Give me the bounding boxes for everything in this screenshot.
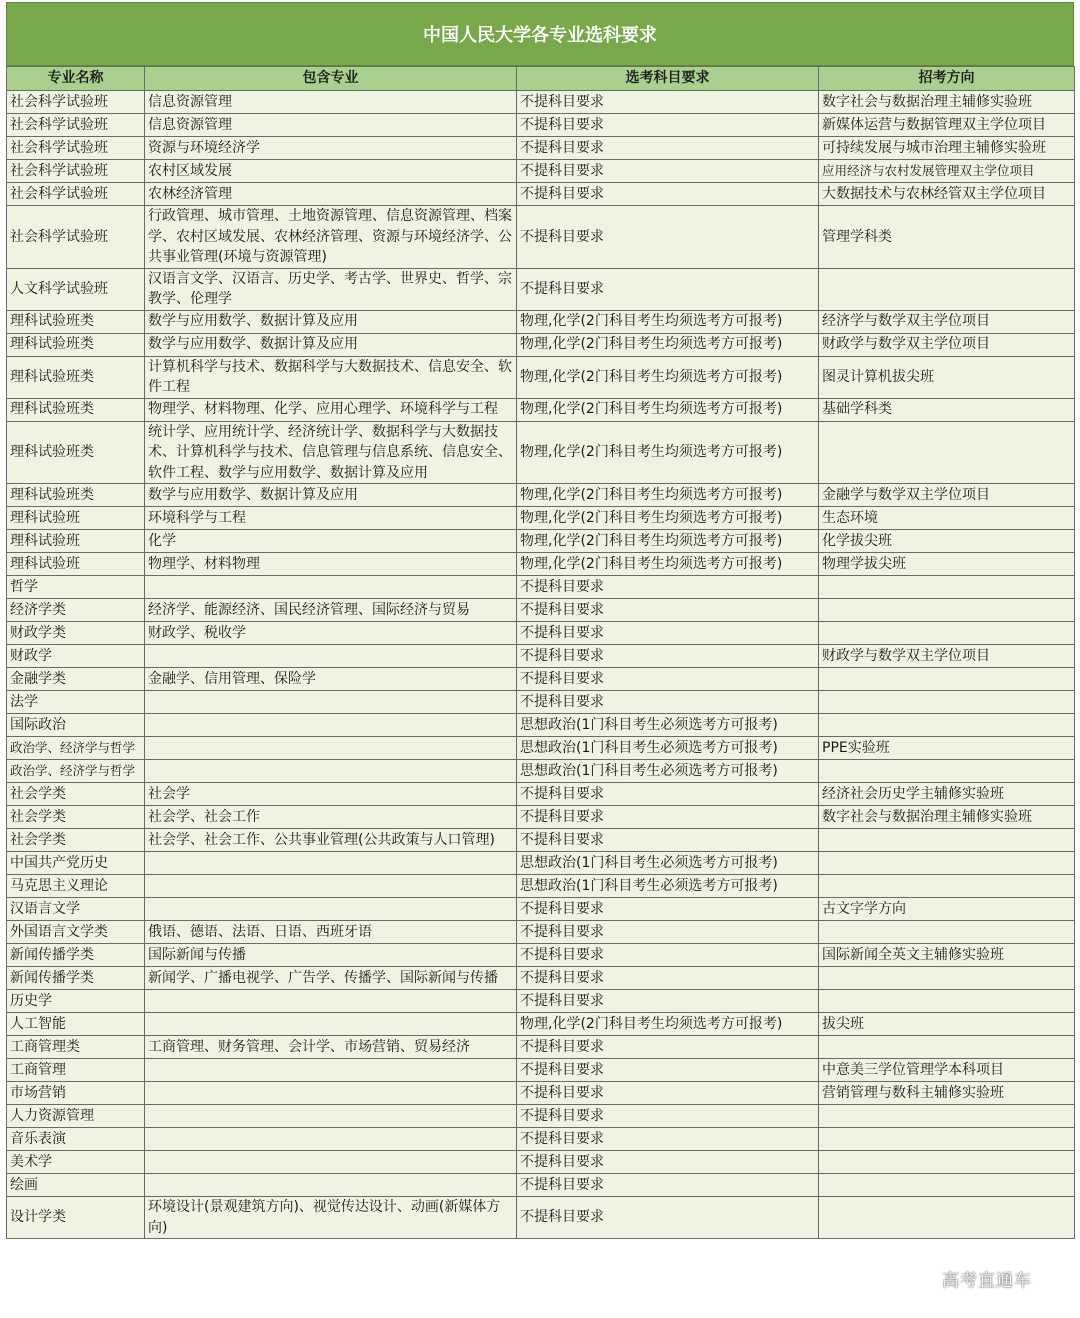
table-row: [7, 691, 1075, 714]
cell-major-name: 中国共产党历史: [7, 852, 145, 875]
cell-major-name: 经济学类: [7, 599, 145, 622]
header-row: [7, 67, 1075, 91]
cell-major-name: 人文科学试验班: [7, 268, 145, 310]
cell-major-name: 财政学: [7, 645, 145, 668]
cell-subject-requirement: 不提科目要求: [517, 268, 819, 310]
cell-admission-direction: 基础学科类: [819, 398, 1075, 421]
requirements-table: [6, 66, 1075, 1239]
cell-subject-requirement: 物理,化学(2门科目考生均须选考方可报考): [517, 356, 819, 398]
cell-subject-requirement: 不提科目要求: [517, 599, 819, 622]
cell-included-majors: [145, 990, 517, 1013]
cell-subject-requirement: 不提科目要求: [517, 1128, 819, 1151]
cell-admission-direction: 生态环境: [819, 507, 1075, 530]
cell-subject-requirement: 物理,化学(2门科目考生均须选考方可报考): [517, 398, 819, 421]
cell-included-majors: 农村区域发展: [145, 160, 517, 183]
table-row: [7, 160, 1075, 183]
cell-subject-requirement: 不提科目要求: [517, 1174, 819, 1197]
table-body: [7, 91, 1075, 1239]
cell-included-majors: 资源与环境经济学: [145, 137, 517, 160]
cell-admission-direction: 营销管理与数科主辅修实验班: [819, 1082, 1075, 1105]
cell-included-majors: [145, 714, 517, 737]
cell-included-majors: [145, 1151, 517, 1174]
table-row: [7, 760, 1075, 783]
table-row: [7, 484, 1075, 507]
cell-major-name: 社会学类: [7, 783, 145, 806]
header-major-name: 专业名称: [7, 67, 145, 91]
table-row: [7, 921, 1075, 944]
cell-included-majors: 财政学、税收学: [145, 622, 517, 645]
cell-subject-requirement: 思想政治(1门科目考生必须选考方可报考): [517, 760, 819, 783]
table-row: [7, 1036, 1075, 1059]
table-row: [7, 114, 1075, 137]
table-row: [7, 530, 1075, 553]
cell-admission-direction: 数字社会与数据治理主辅修实验班: [819, 806, 1075, 829]
cell-subject-requirement: 物理,化学(2门科目考生均须选考方可报考): [517, 1013, 819, 1036]
cell-included-majors: 环境科学与工程: [145, 507, 517, 530]
cell-admission-direction: 中意美三学位管理学本科项目: [819, 1059, 1075, 1082]
cell-major-name: 新闻传播学类: [7, 944, 145, 967]
cell-subject-requirement: 物理,化学(2门科目考生均须选考方可报考): [517, 484, 819, 507]
cell-admission-direction: 金融学与数学双主学位项目: [819, 484, 1075, 507]
cell-included-majors: 物理学、材料物理、化学、应用心理学、环境科学与工程: [145, 398, 517, 421]
cell-included-majors: [145, 1174, 517, 1197]
sheet-title: 中国人民大学各专业选科要求: [6, 2, 1074, 66]
header-included-majors: 包含专业: [145, 67, 517, 91]
table-row: [7, 421, 1075, 484]
cell-major-name: 理科试验班类: [7, 310, 145, 333]
table-row: [7, 783, 1075, 806]
cell-admission-direction: [819, 1151, 1075, 1174]
cell-included-majors: 数学与应用数学、数据计算及应用: [145, 484, 517, 507]
cell-admission-direction: 图灵计算机拔尖班: [819, 356, 1075, 398]
cell-major-name: 市场营销: [7, 1082, 145, 1105]
table-row: [7, 268, 1075, 310]
cell-major-name: 设计学类: [7, 1197, 145, 1239]
cell-admission-direction: [819, 921, 1075, 944]
cell-included-majors: [145, 1013, 517, 1036]
cell-subject-requirement: 不提科目要求: [517, 967, 819, 990]
cell-subject-requirement: 不提科目要求: [517, 1197, 819, 1239]
cell-admission-direction: [819, 967, 1075, 990]
cell-major-name: 法学: [7, 691, 145, 714]
header-admission-direction: 招考方向: [819, 67, 1075, 91]
cell-subject-requirement: 不提科目要求: [517, 990, 819, 1013]
cell-subject-requirement: 不提科目要求: [517, 1059, 819, 1082]
table-row: [7, 553, 1075, 576]
table-row: [7, 137, 1075, 160]
cell-subject-requirement: 不提科目要求: [517, 783, 819, 806]
cell-admission-direction: 化学拔尖班: [819, 530, 1075, 553]
cell-major-name: 新闻传播学类: [7, 967, 145, 990]
cell-subject-requirement: 不提科目要求: [517, 576, 819, 599]
table-row: [7, 806, 1075, 829]
cell-subject-requirement: 物理,化学(2门科目考生均须选考方可报考): [517, 421, 819, 484]
cell-admission-direction: [819, 691, 1075, 714]
cell-included-majors: 农林经济管理: [145, 183, 517, 206]
cell-included-majors: [145, 898, 517, 921]
table-row: [7, 91, 1075, 114]
cell-admission-direction: [819, 875, 1075, 898]
cell-major-name: 理科试验班类: [7, 421, 145, 484]
table-row: [7, 576, 1075, 599]
cell-included-majors: 信息资源管理: [145, 114, 517, 137]
cell-subject-requirement: 不提科目要求: [517, 898, 819, 921]
cell-subject-requirement: 不提科目要求: [517, 645, 819, 668]
cell-subject-requirement: 思想政治(1门科目考生必须选考方可报考): [517, 714, 819, 737]
cell-subject-requirement: 不提科目要求: [517, 183, 819, 206]
cell-subject-requirement: 不提科目要求: [517, 114, 819, 137]
cell-included-majors: 汉语言文学、汉语言、历史学、考古学、世界史、哲学、宗教学、伦理学: [145, 268, 517, 310]
cell-admission-direction: 物理学拔尖班: [819, 553, 1075, 576]
cell-included-majors: 俄语、德语、法语、日语、西班牙语: [145, 921, 517, 944]
cell-admission-direction: 应用经济与农村发展管理双主学位项目: [819, 160, 1075, 183]
cell-included-majors: [145, 1128, 517, 1151]
cell-major-name: 哲学: [7, 576, 145, 599]
cell-major-name: 外国语言文学类: [7, 921, 145, 944]
cell-major-name: 社会科学试验班: [7, 137, 145, 160]
cell-admission-direction: 数字社会与数据治理主辅修实验班: [819, 91, 1075, 114]
cell-major-name: 国际政治: [7, 714, 145, 737]
cell-admission-direction: 古文字学方向: [819, 898, 1075, 921]
cell-major-name: 音乐表演: [7, 1128, 145, 1151]
cell-included-majors: [145, 875, 517, 898]
cell-admission-direction: PPE实验班: [819, 737, 1075, 760]
table-row: [7, 356, 1075, 398]
cell-subject-requirement: 不提科目要求: [517, 944, 819, 967]
cell-included-majors: 金融学、信用管理、保险学: [145, 668, 517, 691]
cell-admission-direction: [819, 1174, 1075, 1197]
cell-major-name: 汉语言文学: [7, 898, 145, 921]
cell-major-name: 人工智能: [7, 1013, 145, 1036]
cell-major-name: 社会科学试验班: [7, 91, 145, 114]
table-row: [7, 1197, 1075, 1239]
cell-subject-requirement: 不提科目要求: [517, 691, 819, 714]
table-row: [7, 1128, 1075, 1151]
cell-included-majors: [145, 1082, 517, 1105]
cell-admission-direction: [819, 990, 1075, 1013]
cell-admission-direction: [819, 852, 1075, 875]
cell-admission-direction: [819, 829, 1075, 852]
table-row: [7, 1082, 1075, 1105]
cell-included-majors: [145, 645, 517, 668]
cell-major-name: 政治学、经济学与哲学: [7, 737, 145, 760]
table-row: [7, 333, 1075, 356]
cell-admission-direction: [819, 668, 1075, 691]
cell-subject-requirement: 物理,化学(2门科目考生均须选考方可报考): [517, 553, 819, 576]
cell-included-majors: 国际新闻与传播: [145, 944, 517, 967]
cell-included-majors: 社会学、社会工作: [145, 806, 517, 829]
cell-included-majors: 新闻学、广播电视学、广告学、传播学、国际新闻与传播: [145, 967, 517, 990]
table-row: [7, 622, 1075, 645]
cell-subject-requirement: 思想政治(1门科目考生必须选考方可报考): [517, 875, 819, 898]
cell-major-name: 社会科学试验班: [7, 183, 145, 206]
cell-admission-direction: [819, 1128, 1075, 1151]
table-row: [7, 1151, 1075, 1174]
cell-admission-direction: 新媒体运营与数据管理双主学位项目: [819, 114, 1075, 137]
cell-included-majors: [145, 1059, 517, 1082]
cell-major-name: 财政学类: [7, 622, 145, 645]
cell-major-name: 工商管理类: [7, 1036, 145, 1059]
header-subject-requirement: 选考科目要求: [517, 67, 819, 91]
cell-admission-direction: [819, 421, 1075, 484]
cell-admission-direction: 大数据技术与农林经管双主学位项目: [819, 183, 1075, 206]
table-row: [7, 990, 1075, 1013]
table-row: [7, 599, 1075, 622]
cell-included-majors: [145, 760, 517, 783]
cell-admission-direction: [819, 714, 1075, 737]
cell-subject-requirement: 不提科目要求: [517, 137, 819, 160]
table-row: [7, 875, 1075, 898]
table-row: [7, 898, 1075, 921]
cell-included-majors: [145, 691, 517, 714]
cell-major-name: 社会科学试验班: [7, 114, 145, 137]
cell-included-majors: 社会学: [145, 783, 517, 806]
table-row: [7, 310, 1075, 333]
cell-admission-direction: [819, 1105, 1075, 1128]
cell-subject-requirement: 物理,化学(2门科目考生均须选考方可报考): [517, 507, 819, 530]
cell-included-majors: [145, 737, 517, 760]
cell-admission-direction: [819, 599, 1075, 622]
cell-major-name: 理科试验班类: [7, 398, 145, 421]
cell-major-name: 理科试验班: [7, 553, 145, 576]
cell-included-majors: 经济学、能源经济、国民经济管理、国际经济与贸易: [145, 599, 517, 622]
table-row: [7, 944, 1075, 967]
cell-subject-requirement: 不提科目要求: [517, 622, 819, 645]
table-row: [7, 206, 1075, 269]
cell-subject-requirement: 不提科目要求: [517, 1036, 819, 1059]
cell-major-name: 历史学: [7, 990, 145, 1013]
cell-subject-requirement: 不提科目要求: [517, 806, 819, 829]
table-row: [7, 1059, 1075, 1082]
cell-major-name: 社会科学试验班: [7, 160, 145, 183]
cell-included-majors: [145, 852, 517, 875]
cell-subject-requirement: 不提科目要求: [517, 921, 819, 944]
cell-major-name: 社会学类: [7, 829, 145, 852]
cell-included-majors: [145, 576, 517, 599]
cell-admission-direction: [819, 1197, 1075, 1239]
spreadsheet: [6, 2, 1074, 1239]
cell-included-majors: [145, 1105, 517, 1128]
table-row: [7, 645, 1075, 668]
cell-subject-requirement: 不提科目要求: [517, 206, 819, 269]
cell-admission-direction: 国际新闻全英文主辅修实验班: [819, 944, 1075, 967]
cell-subject-requirement: 不提科目要求: [517, 668, 819, 691]
cell-major-name: 理科试验班类: [7, 356, 145, 398]
cell-included-majors: 化学: [145, 530, 517, 553]
cell-included-majors: 工商管理、财务管理、会计学、市场营销、贸易经济: [145, 1036, 517, 1059]
table-row: [7, 1174, 1075, 1197]
cell-included-majors: 信息资源管理: [145, 91, 517, 114]
table-row: [7, 829, 1075, 852]
cell-included-majors: 环境设计(景观建筑方向)、视觉传达设计、动画(新媒体方向): [145, 1197, 517, 1239]
table-row: [7, 398, 1075, 421]
cell-admission-direction: [819, 1036, 1075, 1059]
cell-admission-direction: 经济社会历史学主辅修实验班: [819, 783, 1075, 806]
table-row: [7, 1013, 1075, 1036]
cell-subject-requirement: 物理,化学(2门科目考生均须选考方可报考): [517, 530, 819, 553]
cell-major-name: 绘画: [7, 1174, 145, 1197]
table-row: [7, 1105, 1075, 1128]
cell-included-majors: 计算机科学与技术、数据科学与大数据技术、信息安全、软件工程: [145, 356, 517, 398]
cell-subject-requirement: 思想政治(1门科目考生必须选考方可报考): [517, 737, 819, 760]
cell-admission-direction: 经济学与数学双主学位项目: [819, 310, 1075, 333]
cell-admission-direction: [819, 622, 1075, 645]
cell-subject-requirement: 不提科目要求: [517, 160, 819, 183]
cell-subject-requirement: 物理,化学(2门科目考生均须选考方可报考): [517, 333, 819, 356]
cell-major-name: 政治学、经济学与哲学: [7, 760, 145, 783]
table-row: [7, 737, 1075, 760]
cell-subject-requirement: 不提科目要求: [517, 829, 819, 852]
cell-major-name: 理科试验班: [7, 507, 145, 530]
cell-included-majors: 统计学、应用统计学、经济统计学、数据科学与大数据技术、计算机科学与技术、信息管理与信息系统、信息安全、软件工程、数学与应用数学、数据计算及应用: [145, 421, 517, 484]
cell-admission-direction: [819, 760, 1075, 783]
cell-major-name: 美术学: [7, 1151, 145, 1174]
cell-major-name: 理科试验班: [7, 530, 145, 553]
cell-subject-requirement: 不提科目要求: [517, 1151, 819, 1174]
cell-major-name: 金融学类: [7, 668, 145, 691]
cell-admission-direction: 财政学与数学双主学位项目: [819, 333, 1075, 356]
cell-subject-requirement: 不提科目要求: [517, 1105, 819, 1128]
cell-admission-direction: 财政学与数学双主学位项目: [819, 645, 1075, 668]
cell-major-name: 理科试验班类: [7, 484, 145, 507]
table-row: [7, 852, 1075, 875]
table-row: [7, 967, 1075, 990]
table-row: [7, 668, 1075, 691]
cell-included-majors: 行政管理、城市管理、土地资源管理、信息资源管理、档案学、农村区域发展、农林经济管理、资源与环境经济学、公共事业管理(环境与资源管理): [145, 206, 517, 269]
cell-subject-requirement: 不提科目要求: [517, 1082, 819, 1105]
cell-major-name: 理科试验班类: [7, 333, 145, 356]
table-row: [7, 183, 1075, 206]
cell-included-majors: 物理学、材料物理: [145, 553, 517, 576]
cell-included-majors: 社会学、社会工作、公共事业管理(公共政策与人口管理): [145, 829, 517, 852]
table-row: [7, 714, 1075, 737]
cell-included-majors: 数学与应用数学、数据计算及应用: [145, 310, 517, 333]
cell-subject-requirement: 不提科目要求: [517, 91, 819, 114]
cell-major-name: 社会学类: [7, 806, 145, 829]
cell-admission-direction: 管理学科类: [819, 206, 1075, 269]
table-row: [7, 507, 1075, 530]
cell-major-name: 马克思主义理论: [7, 875, 145, 898]
cell-major-name: 社会科学试验班: [7, 206, 145, 269]
cell-included-majors: 数学与应用数学、数据计算及应用: [145, 333, 517, 356]
cell-admission-direction: 拔尖班: [819, 1013, 1075, 1036]
cell-major-name: 人力资源管理: [7, 1105, 145, 1128]
cell-admission-direction: [819, 268, 1075, 310]
cell-subject-requirement: 思想政治(1门科目考生必须选考方可报考): [517, 852, 819, 875]
cell-major-name: 工商管理: [7, 1059, 145, 1082]
cell-admission-direction: 可持续发展与城市治理主辅修实验班: [819, 137, 1075, 160]
watermark: 高考直通车: [942, 1271, 1032, 1291]
cell-subject-requirement: 物理,化学(2门科目考生均须选考方可报考): [517, 310, 819, 333]
cell-admission-direction: [819, 576, 1075, 599]
